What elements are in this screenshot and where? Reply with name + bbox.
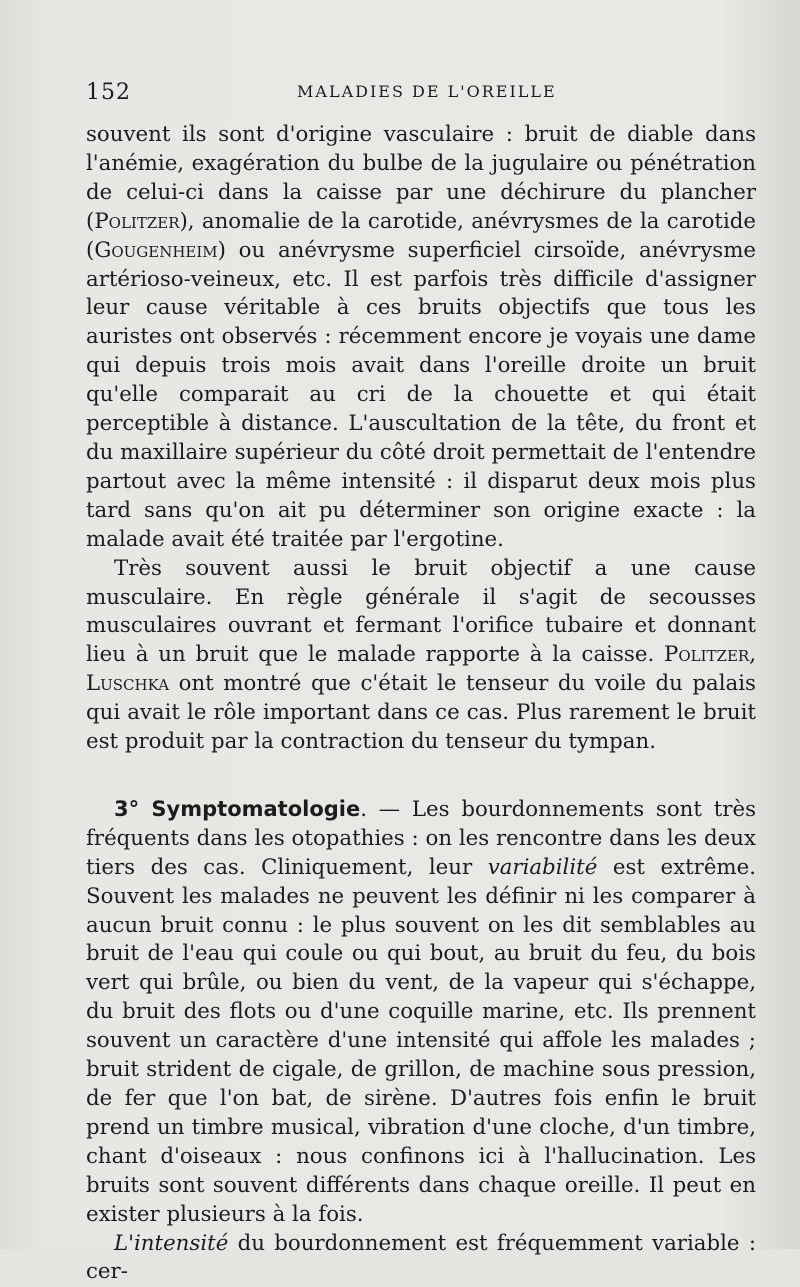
author-name: Gougenheim [94,237,218,263]
text-run: Très souvent aussi le bruit objectif a une cause musculaire. En règle générale il s'agit de secousses musculaires ouvrant et fermant l'orifice tubaire et donnant lieu à un bruit que le malade rapporte à la caisse. [86,555,756,668]
section-paragraph [86,795,756,1230]
text-run: ) ou anévrysme superficiel cirsoïde, anévrysme artérioso-veineux, etc. Il est parfois très difficile d'assigner leur cause véritable à ces bruits objectifs que tous les auristes ont observés : récemment encore je voyais une dame qui depuis trois mois avait dans l'oreille droite un bruit qu'elle comparait au cri de la chouette et qui était perceptible à distance. L'auscultation de la tête, du front et du maxillaire supérieur du côté droit permettait de l'entendre partout avec la même intensité : il disparut deux mois plus tard sans qu'on ait pu déterminer son origine exacte : la malade avait été traitée par l'ergotine. [86,237,756,552]
emphasis: L'intensité [114,1230,229,1256]
text-run: ont montré que c'était le tenseur du voile du palais qui avait le rôle important dans ce cas. Plus rarement le bruit est produit par la contraction du tenseur du tympan. [86,671,756,755]
author-name: Luschka [86,671,170,697]
text-run: du bourdonnement est fréquemment variable : cer- [86,1230,756,1285]
paragraph [86,1230,756,1287]
text-run: est extrême. Souvent les malades ne peuvent les définir ni les comparer à aucun bruit connu : le plus souvent on les dit semblables au bruit de l'eau qui coule ou qui bout, au bruit du feu, du bois vert qui brûle, ou bien du vent, de la vapeur qui s'échappe, du bruit des flots ou d'une coquille marine, etc. Ils prennent souvent un caractère d'une intensité qui affole les malades ; bruit strident de cigale, de grillon, de machine sous pression, de fer que l'on bat, de sirène. D'autres fois enfin le bruit prend un timbre musical, vibration d'une cloche, d'un timbre, chant d'oiseaux : nous confinons ici à l'hallucination. Les bruits sont souvent différents dans chaque oreille. Il peut en exister plusieurs à la fois. [86,854,756,1227]
text-run: souvent ils sont d'origine vasculaire : bruit de diable dans l'anémie, exagération du bulbe de la jugulaire ou pénétration de celui-ci dans la caisse par une déchirure du plancher ( [86,122,756,234]
emphasis: variabilité [487,854,598,880]
text-run: , [749,642,756,668]
section-heading: 3° Symptomatologie [114,796,361,821]
author-name: Politzer [664,642,750,668]
paragraph [86,121,756,555]
text-run: . — Les bourdonnements sont très fréquents dans les otopathies : on les rencontre dans les deux tiers des cas. Cliniquement, leur [86,796,757,880]
page-number: 152 [86,80,131,105]
body-text [86,121,756,1287]
paragraph [86,555,756,757]
author-name: Politzer [94,208,180,234]
running-head: MALADIES DE L'OREILLE [297,82,557,101]
text-run: ), anomalie de la carotide, anévrysmes de la carotide ( [86,208,756,263]
